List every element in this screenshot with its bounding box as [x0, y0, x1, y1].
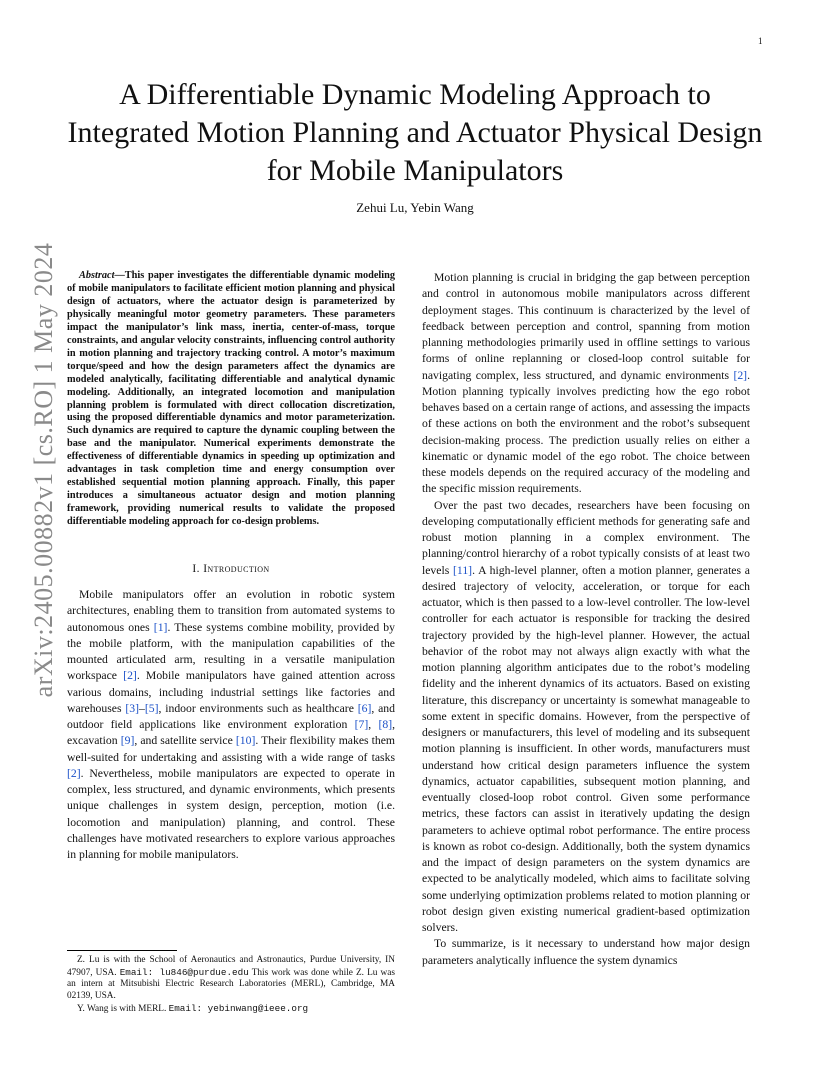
citation-link[interactable]: [7]: [354, 718, 369, 732]
text-run: . Motion planning typically involves predicting how the ego robot behaves based on a certain range of actions, and assessing the impacts of these actions on both the environment and the robot’s subsequent decision-making process. The prediction usually relies on either a kinematic or dynamic model of the ego robot. The choice between these models depends on the required accuracy of the modeling and the specific mission requirements.: [422, 368, 750, 496]
paragraph-1: [422, 270, 750, 498]
section-heading-introduction: [67, 563, 395, 575]
citation-link[interactable]: [6]: [357, 701, 372, 715]
citation-link[interactable]: [2]: [67, 766, 81, 780]
email-address: Email: lu846@purdue.edu: [119, 966, 249, 978]
abstract: Abstract—This paper investigates the differentiable dynamic modeling of mobile manipulators to facilitate efficient motion planning and physical design of actuators, where the actuator design is parameterized by physically meaningful motor geometry parameters. These parameters impact the manipulator’s link mass, inertia, center-of-mass, torque constraints, and angular velocity constraints, influencing control authority in motion planning and trajectory tracking control. A motor’s maximum torque/speed and how the design parameters affect the dynamics are modeled analytically, facilitating differentiable and analytical dynamic modeling. Additionally, an integrated locomotion and manipulation planning problem is formulated with direct collocation discretization, using the proposed differentiable dynamics and motor parameterization. Such dynamics are required to capture the dynamic coupling between the base and the manipulator. Numerical experiments demonstrate the effectiveness of differentiable dynamics in speeding up optimization and advantages in task completion time and energy consumption over established sequential motion planning approach. Finally, this paper introduces a simultaneous actuator design and motion planning framework, providing numerical results to validate the proposed differentiable modeling approach for co-design problems.: [67, 270, 395, 528]
section-title: Introduction: [203, 563, 270, 576]
abstract-text: This paper investigates the differentiable dynamic modeling of mobile manipulators to facilitate efficient motion planning and physical design of actuators, where the actuator design is parameterized by physically meaningful motor geometry parameters. These parameters impact the manipulator’s link mass, inertia, center-of-mass, torque constraints, and angular velocity constraints, influencing control authority in motion planning and trajectory tracking control. A motor’s maximum torque/speed and how the design parameters affect the dynamics are modeled analytically, facilitating differentiable and analytical dynamic modeling. Additionally, an integrated locomotion and manipulation planning problem is formulated with direct collocation discretization, using the proposed differentiable dynamics and motor parameterization. Such dynamics are required to capture the dynamic coupling between the base and the manipulator. Numerical experiments demonstrate the effectiveness of differentiable dynamics in speeding up optimization and advantages in task completion time and energy consumption over established sequential motion planning approach. Finally, this paper introduces a simultaneous actuator design and motion planning framework, providing numerical results to validate the proposed differentiable modeling approach for co-design problems.: [67, 270, 395, 528]
text-run: . Their flexibility makes them well-suited for undertaking and assisting with a wide range of tasks: [67, 734, 395, 764]
email-address: Email: yebinwang@ieee.org: [168, 1002, 309, 1014]
text-run: ,: [368, 718, 379, 732]
paragraph-3: [422, 936, 750, 969]
footnote-1: [67, 955, 395, 1003]
right-column-body: [422, 270, 750, 969]
left-column: [67, 270, 395, 863]
text-run: Mobile manipulators offer an evolution in robotic system architectures, enabling them to transition from automated systems to autonomous ones: [67, 588, 395, 634]
right-column: [422, 270, 750, 969]
citation-link[interactable]: [5]: [144, 701, 159, 715]
abstract-label: Abstract: [79, 270, 115, 281]
text-run: –: [139, 701, 145, 715]
citation-link[interactable]: [9]: [120, 734, 135, 748]
citation-link[interactable]: [2]: [123, 669, 137, 683]
citation-link[interactable]: [3]: [125, 701, 139, 715]
text-run: . Mobile manipulators have gained attention across various domains, including industrial settings like factories and warehouses: [67, 669, 395, 715]
section-number: I.: [192, 563, 200, 576]
footnotes: [67, 950, 395, 1016]
paragraph-2: [422, 498, 750, 937]
paper-title: A Differentiable Dynamic Modeling Approach to Integrated Motion Planning and Actuator Physical Design for Mobile Manipulators: [67, 78, 763, 187]
text-run: Motion planning is crucial in bridging the gap between perception and control in autonomous mobile manipulators across different deployment stages. This continuum is characterized by the level of feedback between perception and control, spanning from motion planning methodologies primarily used in offline settings to various forms of online replanning or closed-loop control suitable for navigating complex, less structured, and dynamic environments: [422, 271, 750, 382]
text-run: This work was done while Z. Lu was an intern at Mitsubishi Electric Research Laboratories (MERL), Cambridge, MA 02139, USA.: [67, 967, 395, 1002]
text-run: , indoor environments such as healthcare: [158, 701, 358, 715]
arxiv-identifier-stamp: arXiv:2405.00882v1 [cs.RO] 1 May 2024: [29, 242, 58, 698]
text-run: Over the past two decades, researchers have been focusing on developing computationally efficient methods for generating safe and robust motion planning in a complex environment. The planning/control hierarchy of a robot typically consists of at least two levels: [422, 498, 750, 577]
citation-link[interactable]: [1]: [153, 620, 168, 634]
text-run: . Nevertheless, mobile manipulators are expected to operate in complex, less structured, and dynamic environments, which presents unique challenges in system design, perception, motion (i.e. locomotion and manipulation) planning, and control. These challenges have motivated researchers to explore various approaches in planning for mobile manipulators.: [67, 766, 395, 862]
text-run: Y. Wang is with MERL.: [77, 1003, 169, 1014]
citation-link[interactable]: [2]: [733, 368, 748, 382]
text-run: To summarize, is it necessary to understand how major design parameters analytically influence the system dynamics: [422, 937, 750, 967]
text-run: , excavation: [67, 718, 396, 748]
text-run: , and outdoor field applications like environment exploration: [67, 701, 395, 732]
page-number: 1: [758, 36, 763, 46]
paragraph-1: [67, 587, 395, 863]
citation-link[interactable]: [8]: [378, 718, 393, 732]
footnote-rule: [67, 950, 177, 951]
paper-authors: Zehui Lu, Yebin Wang: [356, 200, 474, 215]
text-run: . These systems combine mobility, provided by the mobile platform, with the manipulation capabilities of the mounted articulated arm, resulting in a versatile manipulation workspace: [67, 620, 395, 683]
footnote-list: [67, 955, 395, 1016]
left-column-body: [67, 587, 395, 863]
citation-link[interactable]: [11]: [453, 563, 473, 577]
text-run: Z. Lu is with the School of Aeronautics and Astronautics, Purdue University, IN 47907, USA.: [67, 955, 395, 978]
text-run: , and satellite service: [134, 734, 236, 748]
citation-link[interactable]: [10]: [235, 734, 256, 748]
footnote-2: [67, 1003, 395, 1016]
text-run: . A high-level planner, often a motion planner, generates a desired trajectory of velocity, acceleration, or torque for each actuator, which is then passed to a low-level controller. The low-level controller for each actuator is responsible for tracking the desired trajectory provided by the high-level planner. However, the actual behavior of the robot may not always align exactly with what the motion planning algorithm anticipates due to the robot’s modeling fidelity and the inherent dynamics of its actuators. Based on existing literature, this discrepancy or uncertainty is somewhat manageable to some extent in specific domains. However, from the perspective of designers or manufacturers, this level of modeling and its subsequent motion planning is insufficient. In other words, manufacturers must understand how critical design parameters influence the system dynamics, actuator capabilities, subsequent motion planning, and eventually closed-loop robot control. Given some performance metrics, these factors can assist in iteratively updating the design parameters to achieve optimal robot performance. The entire process is known as robot co-design. Additionally, both the system dynamics and the impact of design parameters on the system dynamics are expected to be analytically modeled, which aims to facilitate solving some underlying optimization problems related to motion planning or robot design given existing numerical gradient-based optimization solvers.: [422, 563, 750, 934]
